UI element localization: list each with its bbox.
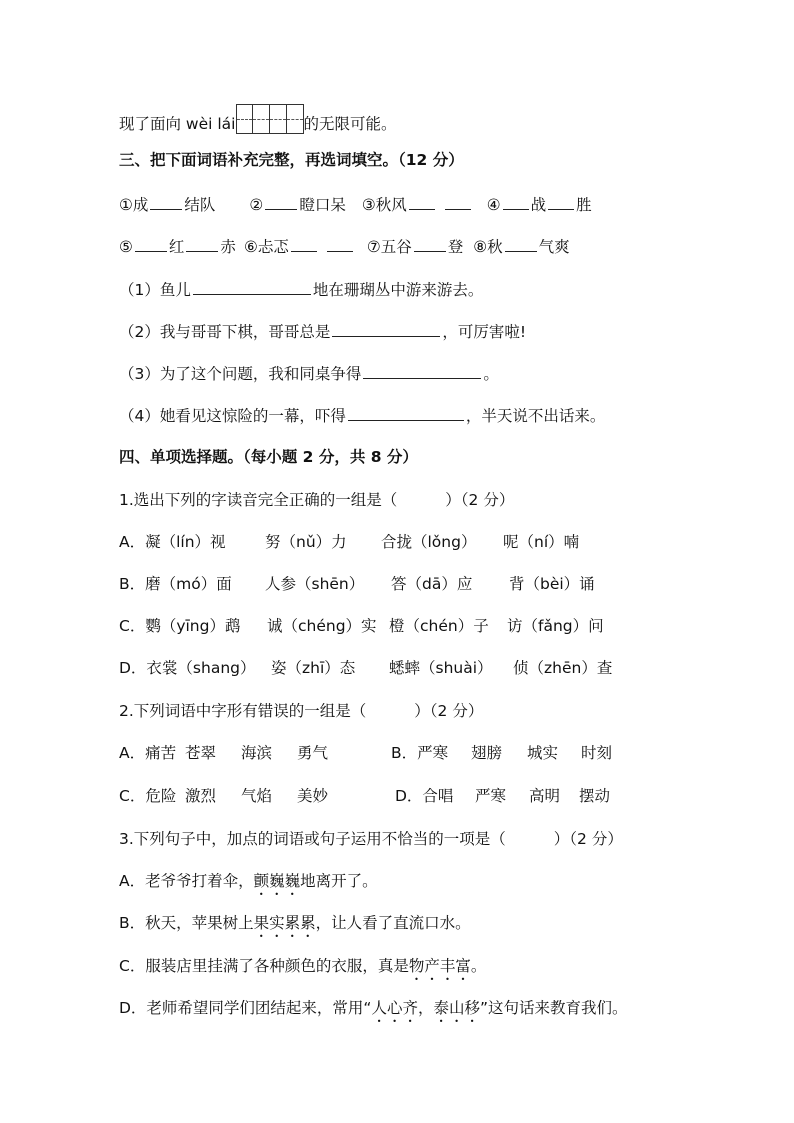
- blank-field[interactable]: [363, 362, 481, 379]
- word-text: ④: [486, 196, 501, 214]
- option-text: 地离开了。: [300, 872, 378, 890]
- word-item: 城实: [527, 744, 559, 762]
- word-text: ⑤: [119, 238, 133, 256]
- question-text: 3.下列句子中，加点的词语或句子运用不恰当的一项是（: [119, 830, 506, 848]
- word-item: 摆动: [579, 787, 611, 805]
- dotted-phrase: 颤巍巍: [253, 872, 301, 890]
- option-item: 橙（chén）子: [389, 617, 489, 635]
- blank-field[interactable]: [445, 193, 471, 210]
- sentence-text: ，半天说不出话来。: [465, 407, 606, 425]
- fill-sentence-2: [119, 320, 526, 342]
- option-item: 姿（zhī）态: [271, 659, 356, 677]
- option-text: B．秋天，苹果树上: [119, 914, 254, 932]
- word-text: ⑦五谷: [366, 238, 412, 256]
- option-item: 访（fǎng）问: [507, 617, 604, 635]
- tian-box: [270, 104, 287, 134]
- word-item: 激烈: [185, 787, 217, 805]
- q2-options-cd: [119, 786, 610, 806]
- blank-field[interactable]: [193, 278, 311, 295]
- question-3-stem: [119, 829, 623, 849]
- q2-option-b[interactable]: [391, 744, 612, 762]
- intro-suffix: 的无限可能。: [303, 115, 397, 133]
- word-text: 赤: [220, 238, 236, 256]
- dotted-phrase: 果实累累: [253, 914, 316, 932]
- fill-sentence-3: [119, 362, 499, 384]
- section3-row2: [119, 235, 570, 257]
- word-text: ①成: [119, 196, 149, 214]
- q1-option-d[interactable]: [119, 658, 612, 678]
- sentence-text: 地在珊瑚丛中游来游去。: [312, 281, 484, 299]
- word-item: A．痛苦: [119, 744, 177, 762]
- sentence-text: （2）我与哥哥下棋，哥哥总是: [119, 323, 331, 341]
- option-text: 。: [470, 957, 487, 975]
- sentence-text: （3）为了这个问题，我和同桌争得: [119, 365, 362, 383]
- question-text: 2.下列词语中字形有错误的一组是（: [119, 702, 367, 720]
- option-item: 努（nǔ）力: [265, 533, 347, 551]
- section3-title: 三、把下面词语补充完整，再选词填空。（12 分）: [119, 151, 464, 169]
- word-text: 红: [168, 238, 185, 256]
- blank-field[interactable]: [150, 193, 182, 210]
- q2-option-a[interactable]: [119, 744, 391, 762]
- option-item: 侦（zhēn）查: [513, 659, 613, 677]
- sentence-text: （1）鱼儿: [119, 281, 191, 299]
- q2-options-ab: [119, 743, 612, 763]
- word-text: ⑥忐忑: [243, 238, 289, 256]
- word-item: 气焰: [241, 787, 273, 805]
- blank-field[interactable]: [332, 320, 440, 337]
- blank-field[interactable]: [505, 235, 537, 252]
- word-text: ②: [249, 196, 264, 214]
- blank-field[interactable]: [265, 193, 297, 210]
- q3-option-d[interactable]: [119, 998, 628, 1026]
- word-item: B．严寒: [391, 744, 449, 762]
- option-item: 答（dā）应: [391, 575, 473, 593]
- blank-field[interactable]: [503, 193, 529, 210]
- option-item: 诚（chéng）实: [267, 617, 377, 635]
- pinyin-answer-boxes[interactable]: [236, 104, 304, 139]
- q2-option-c[interactable]: [119, 787, 395, 805]
- word-text: 瞪口呆: [299, 196, 346, 214]
- word-item: 勇气: [297, 744, 329, 762]
- q2-option-d[interactable]: [395, 787, 610, 805]
- question-text: 1.选出下列的字读音完全正确的一组是（: [119, 491, 398, 509]
- option-item: D．衣裳（shang）: [119, 659, 256, 677]
- option-item: 蟋蟀（shuài）: [389, 659, 493, 677]
- q3-option-a[interactable]: [119, 871, 378, 899]
- word-text: ⑧秋: [473, 238, 503, 256]
- blank-field[interactable]: [414, 235, 446, 252]
- option-item: C．鹦（yīng）鹉: [119, 617, 241, 635]
- tian-box: [287, 104, 304, 134]
- word-text: 气爽: [538, 238, 570, 256]
- dotted-phrase: 物产丰富: [408, 957, 471, 975]
- q1-option-c[interactable]: [119, 616, 604, 636]
- option-item: A．凝（lín）视: [119, 533, 226, 551]
- blank-field[interactable]: [327, 235, 353, 252]
- blank-field[interactable]: [186, 235, 218, 252]
- blank-field[interactable]: [409, 193, 435, 210]
- dotted-phrase: 人心齐，泰山移: [371, 999, 480, 1017]
- q3-option-c[interactable]: [119, 956, 486, 984]
- q1-option-a[interactable]: [119, 532, 579, 552]
- tian-box: [236, 104, 253, 134]
- word-item: C．危险: [119, 787, 177, 805]
- word-text: 登: [447, 238, 464, 256]
- q1-option-b[interactable]: [119, 574, 595, 594]
- fill-sentence-4: [119, 404, 605, 426]
- option-item: 人参（shēn）: [265, 575, 365, 593]
- blank-field[interactable]: [548, 193, 574, 210]
- option-text: ”这句话来教育我们。: [479, 999, 628, 1017]
- intro-line: [119, 107, 397, 142]
- blank-field[interactable]: [291, 235, 317, 252]
- word-item: 时刻: [581, 744, 613, 762]
- word-item: 海滨: [241, 744, 273, 762]
- option-text: D．老师希望同学们团结起来，常用“: [119, 999, 372, 1017]
- option-item: 背（bèi）诵: [509, 575, 595, 593]
- word-item: 翅膀: [471, 744, 503, 762]
- intro-prefix: 现了面向 wèi lái: [119, 115, 236, 133]
- word-item: 美妙: [297, 787, 329, 805]
- word-text: 结队: [184, 196, 216, 214]
- question-text: ）（2 分）: [553, 830, 623, 848]
- word-item: 严寒: [475, 787, 507, 805]
- sentence-text: （4）她看见这惊险的一幕，吓得: [119, 407, 346, 425]
- option-item: 合拢（lǒng）: [381, 533, 477, 551]
- option-item: 呢（ní）喃: [503, 533, 580, 551]
- question-2-stem: [119, 701, 483, 721]
- word-text: ③秋风: [361, 196, 407, 214]
- question-text: ）（2 分）: [414, 702, 484, 720]
- section3-row1: [119, 193, 592, 215]
- sentence-text: 。: [483, 365, 499, 383]
- blank-field[interactable]: [348, 404, 464, 421]
- word-text: 胜: [576, 196, 592, 214]
- option-text: C．服装店里挂满了各种颜色的衣服，真是: [119, 957, 409, 975]
- sentence-text: ，可厉害啦!: [442, 323, 527, 341]
- blank-field[interactable]: [135, 235, 167, 252]
- word-item: 高明: [529, 787, 561, 805]
- section4-title: 四、单项选择题。（每小题 2 分，共 8 分）: [119, 448, 418, 466]
- tian-box: [253, 104, 270, 134]
- q3-option-b[interactable]: [119, 913, 471, 941]
- option-text: ，让人看了直流口水。: [315, 914, 471, 932]
- word-text: 战: [530, 196, 547, 214]
- word-item: 苍翠: [185, 744, 217, 762]
- question-text: ）（2 分）: [445, 491, 515, 509]
- question-1-stem: [119, 490, 514, 510]
- fill-sentence-1: [119, 278, 483, 300]
- option-text: A．老爷爷打着伞，: [119, 872, 254, 890]
- word-item: D．合唱: [395, 787, 454, 805]
- option-item: B．磨（mó）面: [119, 575, 232, 593]
